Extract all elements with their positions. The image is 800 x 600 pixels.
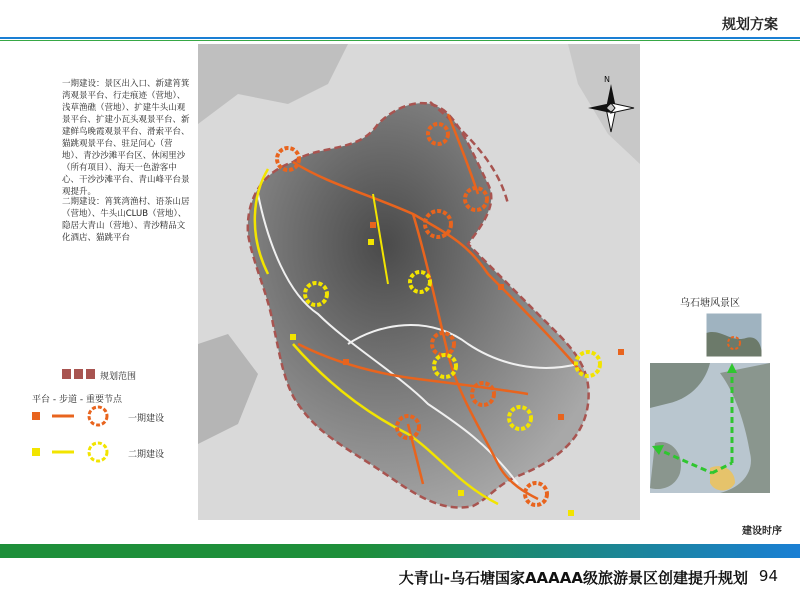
footer-color-bar <box>0 544 800 558</box>
phase1-legend-icon <box>30 404 120 428</box>
inset-map-region <box>650 363 770 493</box>
phase1-platform <box>618 349 624 355</box>
north-label: N <box>604 75 610 84</box>
header-divider-accent <box>0 40 800 41</box>
boundary-legend-icon <box>62 368 96 380</box>
phase2-description: 二期建设：筲箕湾渔村、语茶山居（营地）、牛头山CLUB（营地）、隐居大青山（营地）、青沙精品文化酒店、猫跳平台 <box>62 197 190 243</box>
inset-title: 乌石塘风景区 <box>680 298 740 309</box>
planning-map <box>198 44 640 520</box>
document-title: 大青山-乌石塘国家AAAAA级旅游景区创建提升规划 <box>398 569 748 587</box>
legend-section-title: 平台 - 步道 - 重要节点 <box>32 395 122 405</box>
phase1-platform <box>558 414 564 420</box>
phase2-platform <box>568 510 574 516</box>
phase2-legend-label: 二期建设 <box>128 450 165 460</box>
phase1-platform <box>370 222 376 228</box>
phase1-platform <box>498 284 504 290</box>
phase2-platform <box>290 334 296 340</box>
phase1-platform <box>343 359 349 365</box>
phase2-platform <box>458 490 464 496</box>
phase1-description: 一期建设：景区出入口、新建筲箕湾观景平台、行走痕迹（营地）、浅草渔礁（营地）、扩建牛头山观景平台、扩建小瓦头观景平台、新建鲜鸟晚霞观景平台、滑索平台、猫跳观景平台、驻足问心（营地）、青沙沙滩平台区、休闲里沙（所有项目）、海天一色游客中心、干沙沙滩平台、青山峰平台景观提升。 <box>62 79 190 197</box>
inset-map-small <box>706 313 762 357</box>
phase1-legend-label: 一期建设 <box>128 414 165 424</box>
sequence-label: 建设时序 <box>742 526 782 537</box>
header-divider <box>0 37 800 39</box>
phase2-legend-icon <box>30 440 120 464</box>
phase2-platform <box>368 239 374 245</box>
page-section-title: 规划方案 <box>722 17 778 33</box>
boundary-legend-label: 规划范围 <box>100 372 137 382</box>
north-arrow-icon <box>586 72 636 138</box>
page-number: 94 <box>758 567 778 585</box>
